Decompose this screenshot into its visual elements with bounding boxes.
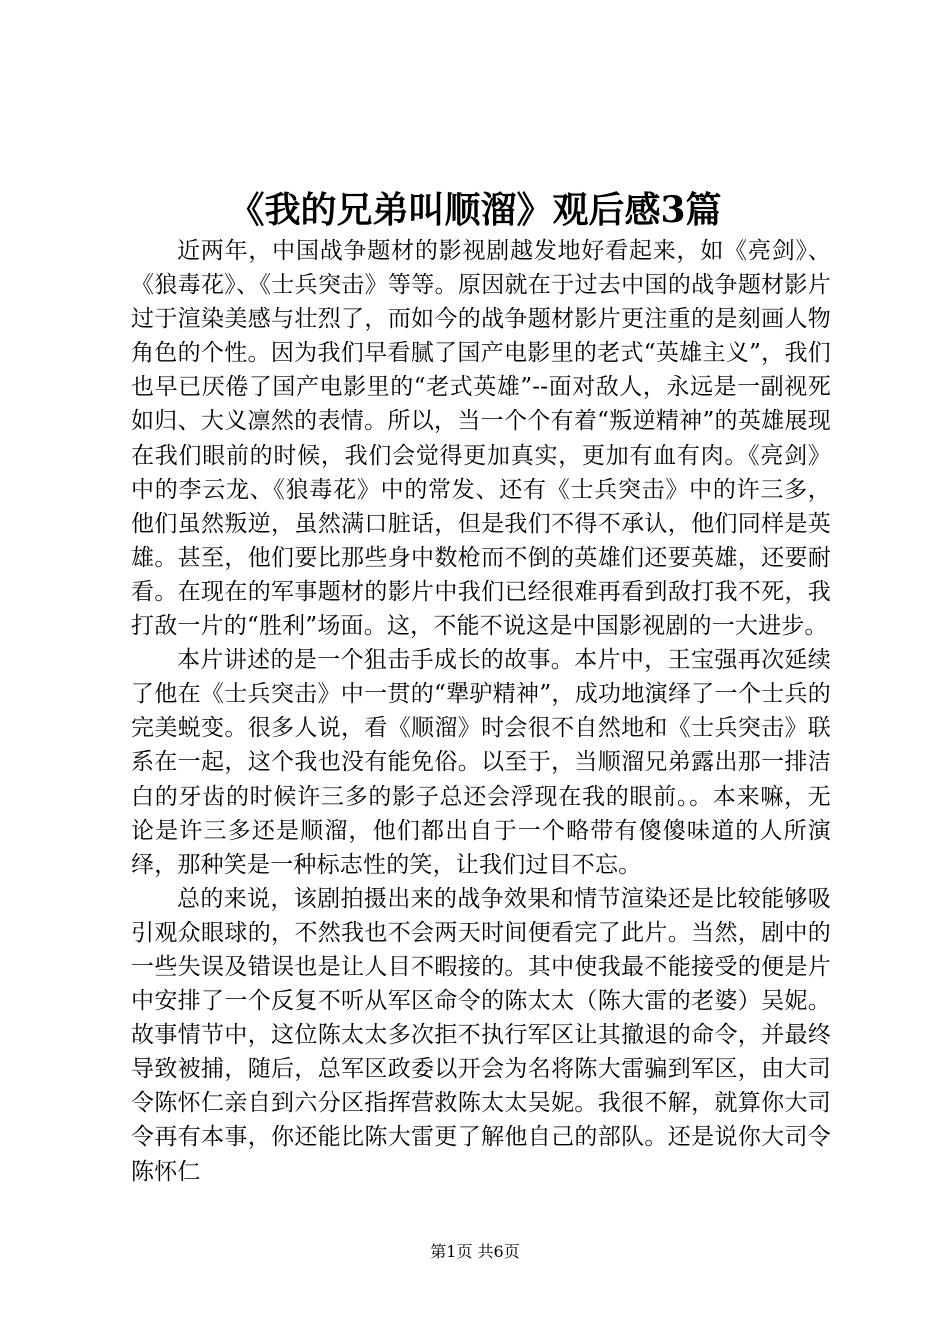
document-body [131,234,831,1189]
page-footer: 第1页 共6页 [430,1242,520,1261]
paragraph-3: 总的来说，该剧拍摄出来的战争效果和情节渲染还是比较能够吸引观众眼球的，不然我也不会两天时间便看完了此片。当然，剧中的一些失误及错误也是让人目不暇接的。其中使我最不能接受的便是片中安排了一个反复不听从军区命令的陈太太（陈大雷的老婆）吴妮。故事情节中，这位陈太太多次拒不执行军区让其撤退的命令，并最终导致被捕，随后，总军区政委以开会为名将陈大雷骗到军区，由大司令陈怀仁亲自到六分区指挥营救陈太太吴妮。我很不解，就算你大司令再有本事，你还能比陈大雷更了解他自己的部队。还是说你大司令陈怀仁 [131,885,831,1185]
paragraph-1: 近两年，中国战争题材的影视剧越发地好看起来，如《亮剑》、《狼毒花》、《士兵突击》等等。原因就在于过去中国的战争题材影片过于渲染美感与壮烈了，而如今的战争题材影片更注重的是刻画人物角色的个性。因为我们早看腻了国产电影里的老式“英雄主义”，我们也早已厌倦了国产电影里的“老式英雄”--面对敌人，永远是一副视死如归、大义凛然的表情。所以，当一个个有着“叛逆精神”的英雄展现在我们眼前的时候，我们会觉得更加真实，更加有血有肉。《亮剑》中的李云龙、《狼毒花》中的常发、还有《士兵突击》中的许三多，他们虽然叛逆，虽然满口脏话，但是我们不得不承认，他们同样是英雄。甚至，他们要比那些身中数枪而不倒的英雄们还要英雄，还要耐看。在现在的军事题材的影片中我们已经很难再看到敌打我不死，我打敌一片的“胜利”场面。这，不能不说这是中国影视剧的一大进步。 [131,238,831,640]
document-title: 《我的兄弟叫顺溜》观后感3篇 [228,189,722,231]
paragraph-2: 本片讲述的是一个狙击手成长的故事。本片中，王宝强再次延续了他在《士兵突击》中一贯的“犟驴精神”，成功地演绎了一个士兵的完美蜕变。很多人说，看《顺溜》时会很不自然地和《士兵突击》联系在一起，这个我也没有能免俗。以至于，当顺溜兄弟露出那一排洁白的牙齿的时候许三多的影子总还会浮现在我的眼前。。本来嘛，无论是许三多还是顺溜，他们都出自于一个略带有傻傻味道的人所演绎，那种笑是一种标志性的笑，让我们过目不忘。 [131,647,831,878]
